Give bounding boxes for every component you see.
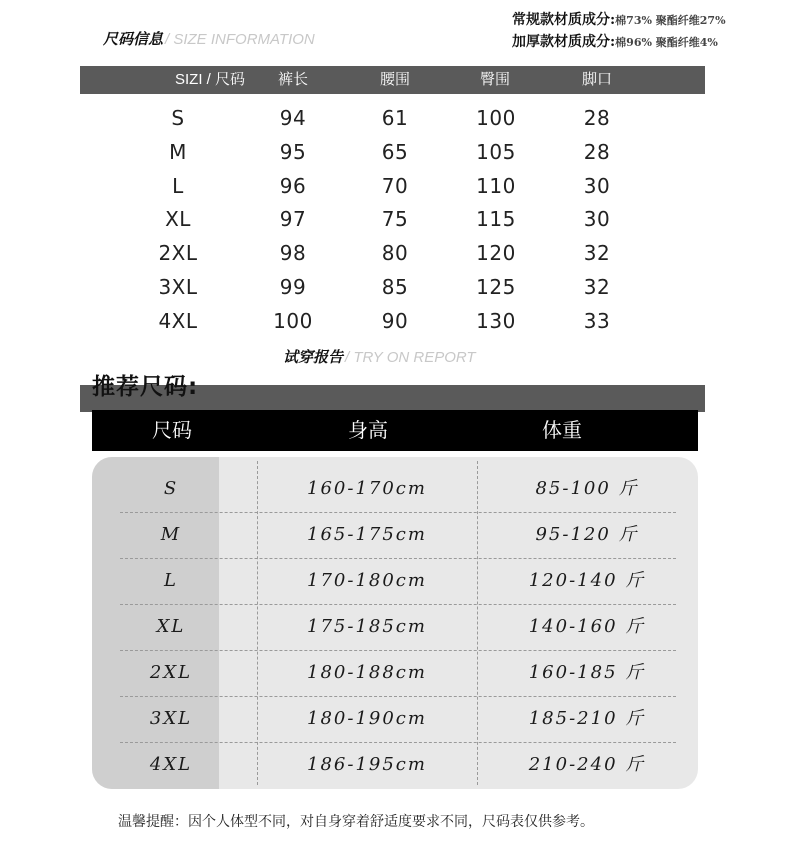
material-regular-value: 棉73% 聚酯纤维27% — [615, 14, 726, 27]
table-row — [0, 202, 790, 236]
rec-header-size: 尺码 — [152, 418, 192, 442]
table-row — [92, 742, 698, 788]
size-info-title-en: / SIZE INFORMATION — [165, 31, 315, 48]
material-thick-value: 棉96% 聚酯纤维4% — [615, 36, 718, 49]
rec-height: 186-195cm — [307, 754, 427, 775]
cell-waist: 90 — [381, 309, 409, 333]
rec-weight: 160-185 斤 — [528, 662, 646, 683]
table-row — [92, 650, 698, 696]
rec-size: XL — [156, 616, 186, 637]
size-table-header — [80, 66, 705, 94]
cell-length: 94 — [279, 106, 307, 130]
recommend-table-body — [92, 457, 698, 789]
cell-waist: 80 — [381, 241, 409, 265]
size-note: 温馨提醒：因个人体型不同，对自身穿着舒适度要求不同，尺码表仅供参考。 — [118, 814, 594, 830]
rec-weight: 210-240 斤 — [528, 754, 646, 775]
table-row — [0, 236, 790, 270]
table-row — [92, 558, 698, 604]
cell-length: 97 — [279, 207, 307, 231]
cell-waist: 65 — [381, 140, 409, 164]
material-regular-label: 常规款材质成分: — [512, 12, 616, 28]
size-info-title-cn: 尺码信息 — [103, 30, 164, 48]
cell-waist: 70 — [381, 174, 409, 198]
rec-header-height: 身高 — [348, 418, 388, 442]
cell-size: S — [171, 106, 185, 130]
cell-size: 2XL — [158, 241, 198, 265]
rec-height: 180-190cm — [307, 708, 427, 729]
cell-size: XL — [165, 207, 191, 231]
rec-height: 170-180cm — [307, 570, 427, 591]
table-row — [0, 101, 790, 135]
cell-hip: 105 — [476, 140, 516, 164]
cell-waist: 75 — [381, 207, 409, 231]
rec-height: 160-170cm — [307, 478, 427, 499]
table-row — [0, 135, 790, 169]
table-row — [0, 304, 790, 338]
header-hem: 脚口 — [581, 71, 612, 88]
cell-length: 100 — [273, 309, 313, 333]
cell-hip: 120 — [476, 241, 516, 265]
table-row — [0, 270, 790, 304]
cell-size: 3XL — [158, 275, 198, 299]
table-row — [92, 512, 698, 558]
cell-hip: 110 — [476, 174, 516, 198]
cell-hem: 30 — [583, 207, 611, 231]
rec-height: 175-185cm — [307, 616, 427, 637]
table-row — [0, 169, 790, 203]
table-row — [92, 604, 698, 650]
rec-weight: 185-210 斤 — [528, 708, 646, 729]
cell-hip: 125 — [476, 275, 516, 299]
rec-weight: 120-140 斤 — [528, 570, 646, 591]
rec-weight: 95-120 斤 — [535, 524, 639, 545]
cell-hem: 32 — [583, 241, 611, 265]
rec-size: L — [164, 570, 178, 591]
cell-size: M — [169, 140, 187, 164]
table-row — [92, 466, 698, 512]
rec-size: 2XL — [149, 662, 193, 683]
rec-size: M — [160, 524, 182, 545]
rec-size: 4XL — [149, 754, 193, 775]
cell-hem: 28 — [583, 140, 611, 164]
cell-hip: 115 — [476, 207, 516, 231]
material-thick — [512, 30, 726, 52]
rec-height: 180-188cm — [307, 662, 427, 683]
cell-length: 99 — [279, 275, 307, 299]
header-waist: 腰围 — [379, 71, 410, 88]
rec-size: 3XL — [149, 708, 193, 729]
size-info-title — [103, 28, 315, 49]
rec-weight: 85-100 斤 — [535, 478, 639, 499]
table-row — [92, 696, 698, 742]
try-on-title-cn: 试穿报告 — [283, 348, 344, 366]
cell-size: L — [172, 174, 184, 198]
recommend-title: 推荐尺码: — [92, 374, 199, 400]
rec-weight: 140-160 斤 — [528, 616, 646, 637]
rec-size: S — [163, 478, 179, 499]
header-length: 裤长 — [277, 71, 308, 88]
cell-length: 98 — [279, 241, 307, 265]
header-size: SIZI / 尺码 — [174, 71, 245, 88]
cell-size: 4XL — [158, 309, 198, 333]
material-info — [512, 8, 726, 52]
rec-height: 165-175cm — [307, 524, 427, 545]
recommend-table-header — [92, 410, 698, 451]
try-on-title-en: / TRY ON REPORT — [345, 349, 476, 366]
cell-hem: 30 — [583, 174, 611, 198]
header-hip: 臀围 — [479, 71, 510, 88]
cell-hem: 33 — [583, 309, 611, 333]
cell-waist: 85 — [381, 275, 409, 299]
rec-header-weight: 体重 — [542, 418, 582, 442]
material-thick-label: 加厚款材质成分: — [512, 34, 616, 50]
cell-length: 95 — [279, 140, 307, 164]
cell-length: 96 — [279, 174, 307, 198]
cell-waist: 61 — [381, 106, 409, 130]
material-regular — [512, 8, 726, 30]
cell-hem: 28 — [583, 106, 611, 130]
cell-hip: 130 — [476, 309, 516, 333]
cell-hip: 100 — [476, 106, 516, 130]
cell-hem: 32 — [583, 275, 611, 299]
try-on-title — [283, 346, 476, 367]
